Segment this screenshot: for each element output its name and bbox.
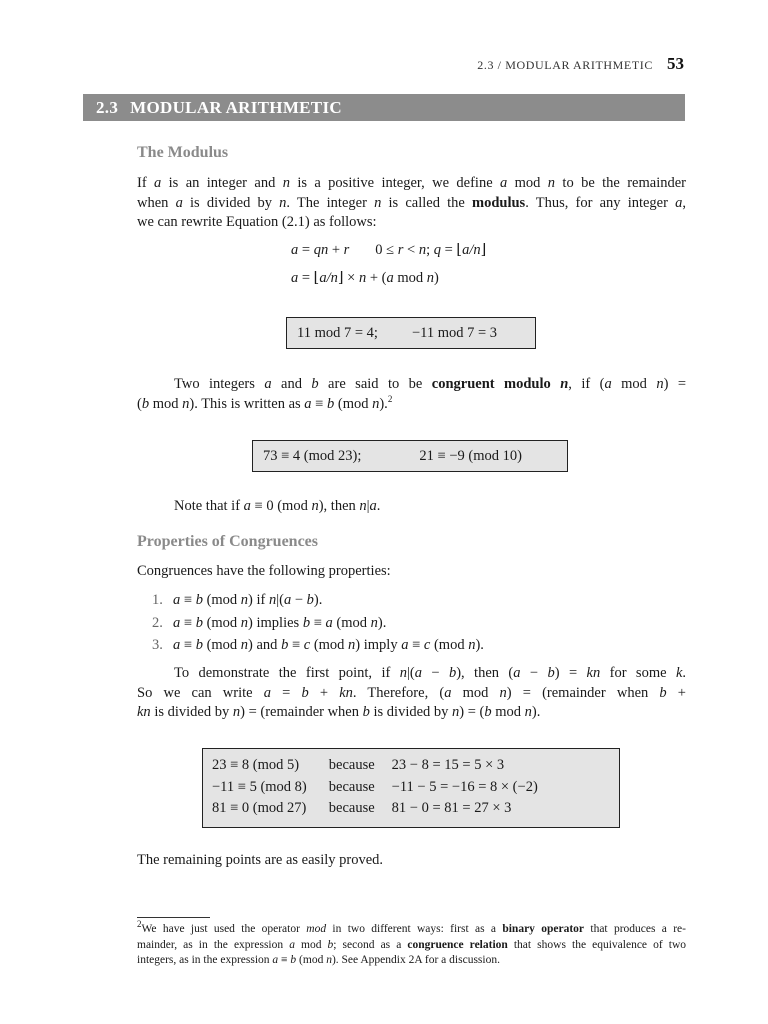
paragraph-line: So we can write a = b + kn. Therefore, (a mod n) = (remainder when b +	[137, 684, 686, 701]
note-paragraph: Note that if a ≡ 0 (mod n), then n|a.	[174, 498, 381, 514]
modulus-paragraph	[137, 174, 686, 233]
example-box-congruence	[252, 440, 568, 472]
property-item: 2. a ≡ b (mod n) implies b ≡ a (mod n).	[152, 612, 484, 635]
table-cell-because: because	[328, 778, 375, 795]
table-cell-congruence: −11 ≡ 5 (mod 8)	[212, 778, 307, 795]
subsection-heading-properties: Properties of Congruences	[137, 533, 318, 550]
table-cell-reason: 81 − 0 = 81 = 27 × 3	[391, 800, 512, 817]
table-cell-reason: 23 − 8 = 15 = 5 × 3	[391, 757, 505, 774]
page-number: 53	[667, 54, 684, 73]
table-cell-because: because	[328, 757, 375, 774]
running-head	[477, 54, 684, 74]
table-cell-congruence: 23 ≡ 8 (mod 5)	[212, 757, 300, 774]
example-box-modulus	[286, 317, 536, 349]
subsection-heading-modulus: The Modulus	[137, 144, 229, 161]
running-head-title: 2.3 / MODULAR ARITHMETIC	[477, 58, 653, 72]
table-row	[212, 798, 538, 820]
property-item: 3. a ≡ b (mod n) and b ≡ c (mod n) imply a ≡ c (mod n).	[152, 634, 484, 657]
demonstration-paragraph	[137, 664, 686, 723]
closing-paragraph: The remaining points are as easily proved.	[137, 852, 384, 868]
footnote	[137, 919, 686, 969]
equation-2: a = ⌊a/n⌋ × n + (a mod n)	[291, 270, 439, 286]
paragraph-line: (b mod n). This is written as a ≡ b (mod n).$^2$	[137, 393, 393, 412]
footnote-line: integers, as in the expression a ≡ b (mod n). See Appendix 2A for a discussion.	[137, 954, 500, 966]
example-left: 11 mod 7 = 4;	[297, 324, 378, 341]
footnote-marker: 2	[387, 393, 393, 404]
property-number: 3.	[152, 637, 163, 653]
section-title: MODULAR ARITHMETIC	[130, 97, 342, 117]
example-box-table	[202, 748, 620, 828]
section-number: 2.3	[96, 97, 119, 117]
table-row	[212, 755, 538, 777]
property-item: 1. a ≡ b (mod n) if n|(a − b).	[152, 589, 484, 612]
paragraph-line: when a is divided by n. The integer n is called the modulus. Thus, for any integer a,	[137, 194, 686, 211]
paragraph-line: we can rewrite Equation (2.1) as follows:	[137, 214, 377, 230]
table-cell-congruence: 81 ≡ 0 (mod 27)	[212, 800, 307, 817]
congruent-paragraph	[137, 375, 686, 414]
paragraph-line: Two integers a and b are said to be congruent modulo n, if (a mod n) =	[174, 376, 687, 392]
paragraph-line: If a is an integer and n is a positive integer, we define a mod n to be the remainder	[137, 175, 686, 191]
example-right: −11 mod 7 = 3	[411, 324, 498, 341]
example-left: 73 ≡ 4 (mod 23);	[263, 447, 362, 464]
paragraph-line: To demonstrate the first point, if n|(a − b), then (a − b) = kn for some k.	[174, 665, 686, 681]
example-table	[212, 755, 538, 820]
equation-1-right: 0 ≤ r < n; q = ⌊a/n⌋	[375, 242, 487, 258]
equation-1	[291, 242, 486, 259]
property-number: 1.	[152, 592, 163, 608]
footnote-line: $^2$We have just used the operator mod in two different ways: first as a binary operator that produces a re-	[137, 919, 686, 935]
property-number: 2.	[152, 614, 163, 631]
equation-1-left: a = qn + r	[291, 242, 350, 258]
footnote-line: mainder, as in the expression a mod b; second as a congruence relation that shows the equivalence of two	[137, 938, 686, 951]
properties-intro: Congruences have the following properties:	[137, 563, 391, 579]
table-cell-because: because	[328, 800, 375, 817]
paragraph-line: kn is divided by n) = (remainder when b is divided by n) = (b mod n).	[137, 704, 541, 720]
properties-list	[152, 589, 484, 657]
example-right: 21 ≡ −9 (mod 10)	[419, 447, 522, 464]
table-cell-reason: −11 − 5 = −16 = 8 × (−2)	[391, 778, 538, 795]
section-header	[83, 94, 685, 121]
footnote-divider	[137, 917, 210, 918]
table-row	[212, 777, 538, 799]
